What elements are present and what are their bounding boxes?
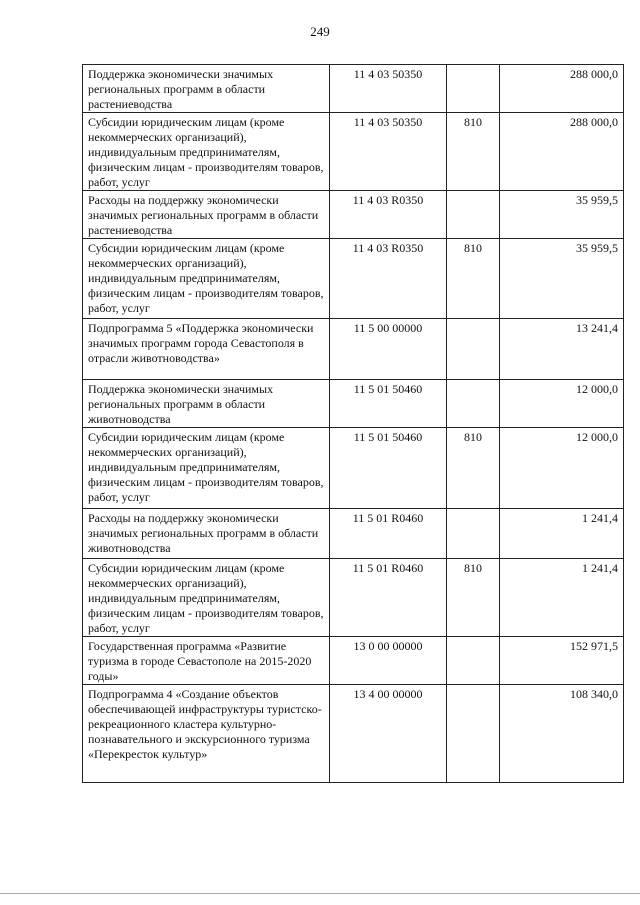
- row-sum: 12 000,0: [500, 428, 624, 509]
- row-type: [447, 65, 500, 113]
- row-sum: 288 000,0: [500, 113, 624, 191]
- row-sum: 288 000,0: [500, 65, 624, 113]
- row-name: Субсидии юридическим лицам (кроме некоммерческих организаций), индивидуальным предпринимателям, физическим лицам - производителям товаров, работ, услуг: [83, 428, 330, 509]
- row-name: Подпрограмма 5 «Поддержка экономически значимых программ города Севастополя в отрасли животноводства»: [83, 319, 330, 380]
- page-number: 249: [310, 24, 330, 39]
- row-sum: 12 000,0: [500, 380, 624, 428]
- row-code: 11 5 01 50460: [330, 380, 447, 428]
- row-name: Субсидии юридическим лицам (кроме некоммерческих организаций), индивидуальным предпринимателям, физическим лицам - производителям товаров, работ, услуг: [83, 559, 330, 637]
- row-code: 11 4 03 R0350: [330, 191, 447, 239]
- row-code: 13 4 00 00000: [330, 685, 447, 783]
- row-code: 11 5 01 R0460: [330, 509, 447, 559]
- row-code: 13 0 00 00000: [330, 637, 447, 685]
- page-bottom-edge: [0, 893, 640, 894]
- row-type: 810: [447, 559, 500, 637]
- row-type: [447, 319, 500, 380]
- row-type: 810: [447, 113, 500, 191]
- row-name: Поддержка экономически значимых региональных программ в области растениеводства: [83, 65, 330, 113]
- table-row: [83, 380, 624, 428]
- table-row: [83, 685, 624, 783]
- row-code: 11 4 03 R0350: [330, 239, 447, 319]
- row-type: [447, 380, 500, 428]
- table-row: [83, 559, 624, 637]
- row-code: 11 5 01 50460: [330, 428, 447, 509]
- row-name: Расходы на поддержку экономически значимых региональных программ в области животноводства: [83, 509, 330, 559]
- row-type: 810: [447, 239, 500, 319]
- table-row: [83, 509, 624, 559]
- row-sum: 1 241,4: [500, 559, 624, 637]
- table-row: [83, 65, 624, 113]
- table-row: [83, 428, 624, 509]
- table-row: [83, 239, 624, 319]
- row-type: [447, 685, 500, 783]
- row-type: [447, 191, 500, 239]
- row-name: Поддержка экономически значимых региональных программ в области животноводства: [83, 380, 330, 428]
- row-type: [447, 509, 500, 559]
- row-name: Субсидии юридическим лицам (кроме некоммерческих организаций), индивидуальным предпринимателям, физическим лицам - производителям товаров, работ, услуг: [83, 113, 330, 191]
- table-row: [83, 319, 624, 380]
- row-sum: 35 959,5: [500, 239, 624, 319]
- table-row: [83, 637, 624, 685]
- row-name: Подпрограмма 4 «Создание объектов обеспечивающей инфраструктуры туристско-рекреационного кластера культурно-познавательного и экскурсионного туризма «Перекресток культур»: [83, 685, 330, 783]
- row-name: Государственная программа «Развитие туризма в городе Севастополе на 2015-2020 годы»: [83, 637, 330, 685]
- row-name: Субсидии юридическим лицам (кроме некоммерческих организаций), индивидуальным предпринимателям, физическим лицам - производителям товаров, работ, услуг: [83, 239, 330, 319]
- table-row: [83, 113, 624, 191]
- row-code: 11 4 03 50350: [330, 65, 447, 113]
- row-sum: 108 340,0: [500, 685, 624, 783]
- row-sum: 1 241,4: [500, 509, 624, 559]
- row-type: [447, 637, 500, 685]
- row-sum: 152 971,5: [500, 637, 624, 685]
- row-name: Расходы на поддержку экономически значимых региональных программ в области растениеводства: [83, 191, 330, 239]
- table-row: [83, 191, 624, 239]
- row-sum: 35 959,5: [500, 191, 624, 239]
- row-sum: 13 241,4: [500, 319, 624, 380]
- budget-table: [82, 64, 624, 783]
- row-code: 11 5 01 R0460: [330, 559, 447, 637]
- row-code: 11 4 03 50350: [330, 113, 447, 191]
- row-type: 810: [447, 428, 500, 509]
- row-code: 11 5 00 00000: [330, 319, 447, 380]
